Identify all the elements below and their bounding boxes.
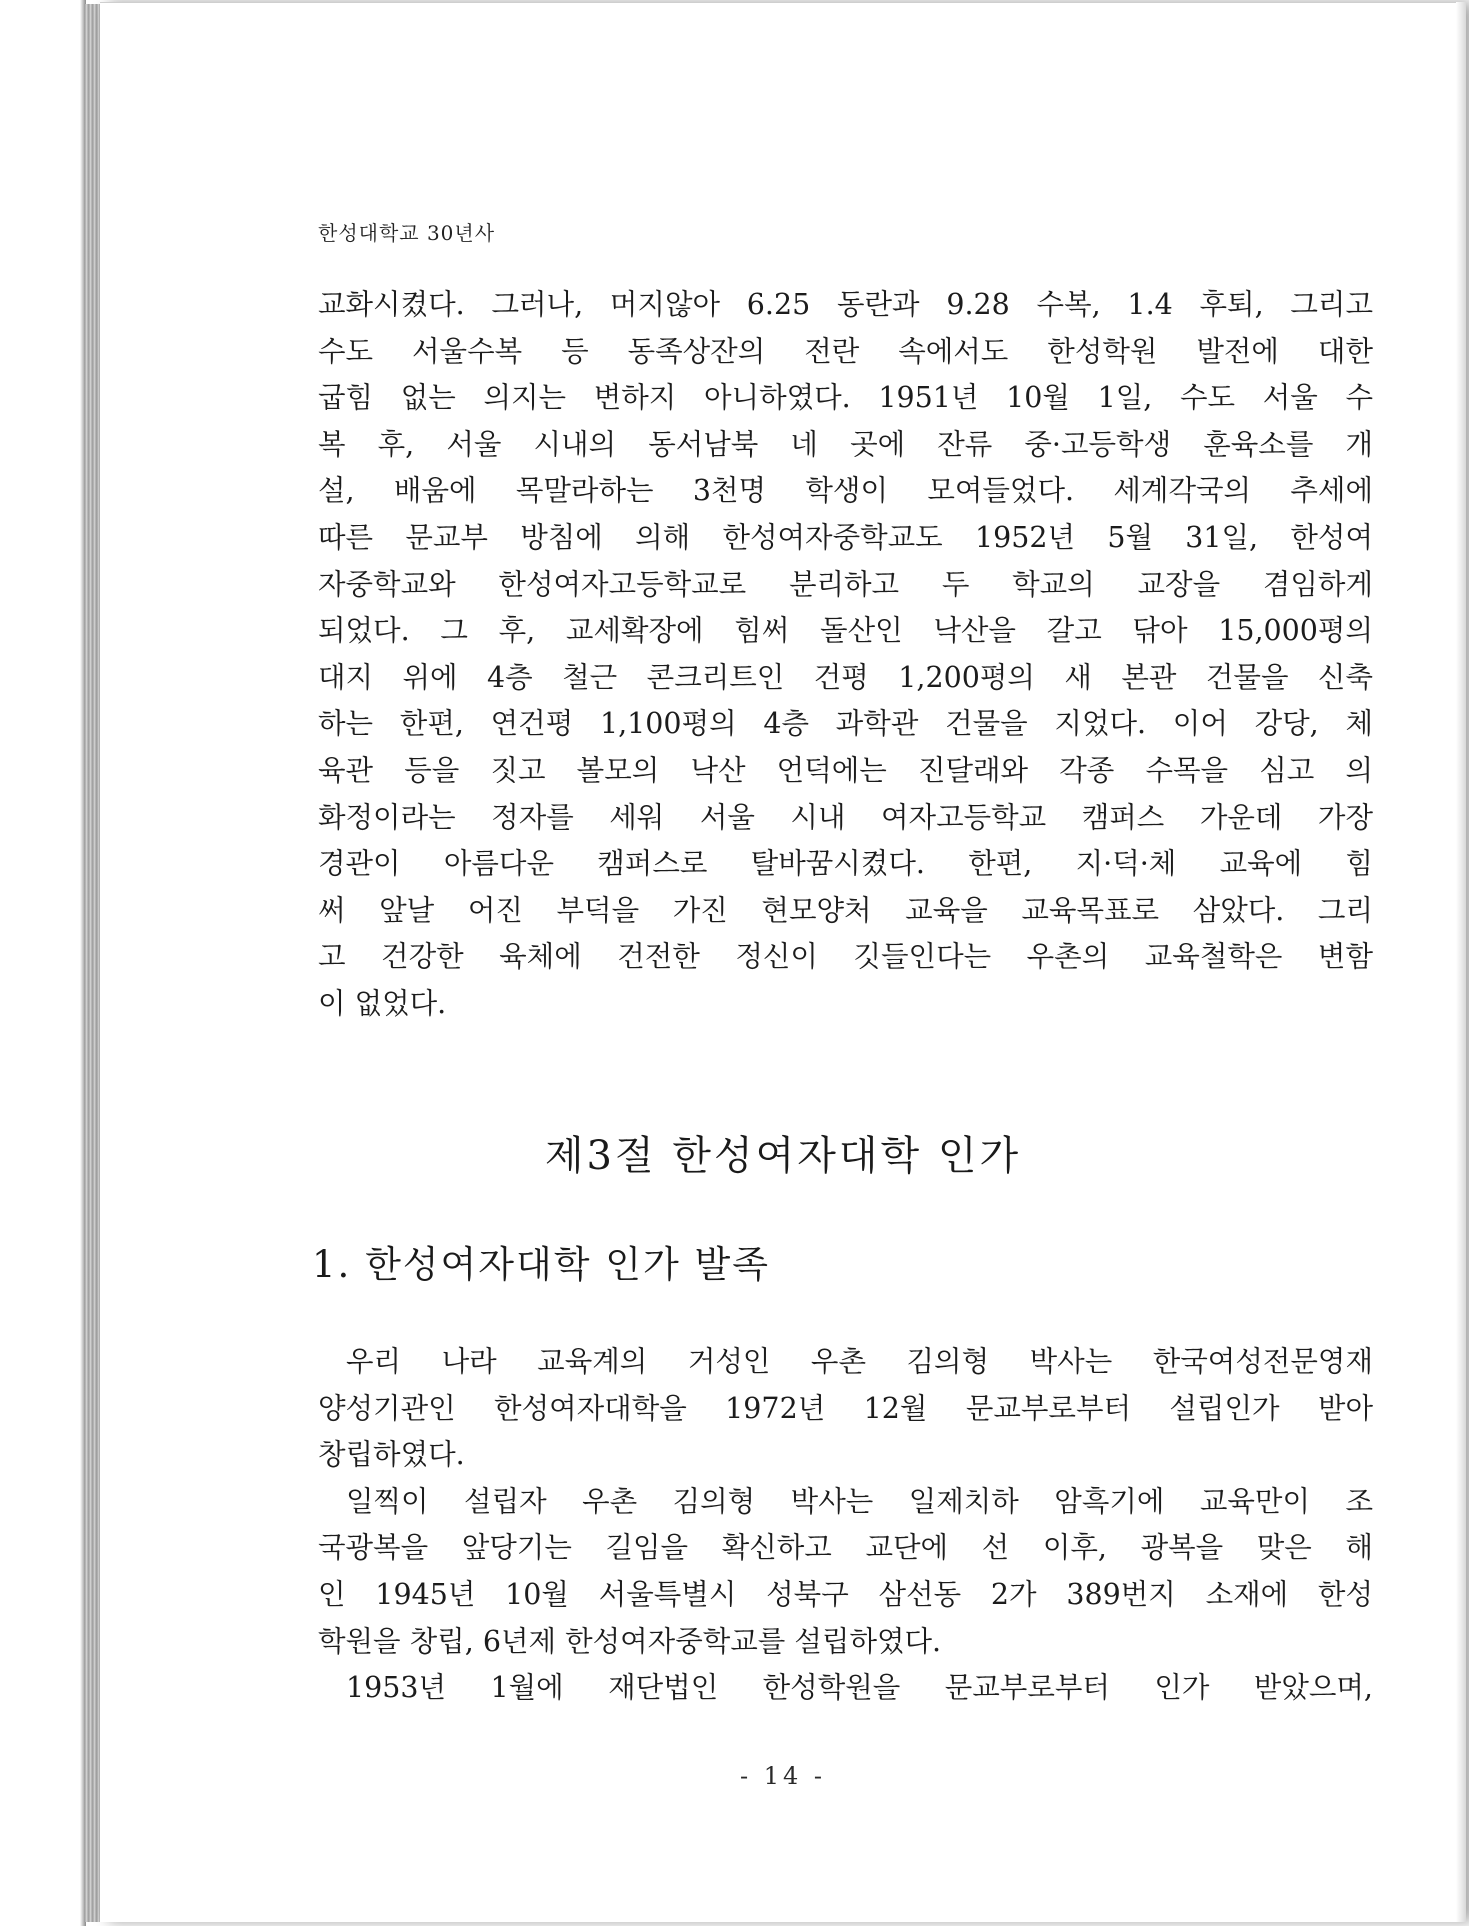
text-line: 창립하였다. [318,1438,465,1472]
text-line: 국광복을 앞당기는 길임을 확신하고 교단에 선 이후, 광복을 맞은 해 [318,1531,1373,1565]
text-line: 굽힘 없는 의지는 변하지 아니하였다. 1951년 10월 1일, 수도 서울 수 [318,381,1373,415]
text-line: 이 없었다. [318,986,447,1020]
text-line: 설, 배움에 목말라하는 3천명 학생이 모여들었다. 세계각국의 추세에 [318,474,1373,508]
text-line: 경관이 아름다운 캠퍼스로 탈바꿈시켰다. 한편, 지·덕·체 교육에 힘 [318,847,1373,881]
sub-heading: 1. 한성여자대학 인가 발족 [312,1243,771,1286]
text-line: 복 후, 서울 시내의 동서남북 네 곳에 잔류 중·고등학생 훈육소를 개 [318,427,1373,461]
text-line: 되었다. 그 후, 교세확장에 힘써 돌산인 낙산을 갈고 닦아 15,000평의 [318,614,1373,648]
document-page [100,2,1466,1922]
text-line: 교화시켰다. 그러나, 머지않아 6.25 동란과 9.28 수복, 1.4 후퇴, 그리고 [318,288,1373,321]
running-head: 한성대학교 30년사 [318,221,496,245]
text-line: 화정이라는 정자를 세워 서울 시내 여자고등학교 캠퍼스 가운데 가장 [318,800,1373,834]
text-line: 대지 위에 4층 철근 콘크리트인 건평 1,200평의 새 본관 건물을 신축 [318,660,1373,694]
text-line: 수도 서울수복 등 동족상잔의 전란 속에서도 한성학원 발전에 대한 [318,334,1373,368]
text-line: 자중학교와 한성여자고등학교로 분리하고 두 학교의 교장을 겸임하게 [318,567,1373,601]
text-line: 학원을 창립, 6년제 한성여자중학교를 설립하였다. [318,1624,942,1658]
section-title: 제3절 한성여자대학 인가 [544,1133,1022,1179]
body-paragraph-2 [318,1339,1373,1712]
page-number: - 14 - [739,1762,826,1790]
text-line: 일찍이 설립자 우촌 김의형 박사는 일제치하 암흑기에 교육만이 조 [346,1484,1373,1518]
text-line: 우리 나라 교육계의 거성인 우촌 김의형 박사는 한국여성전문영재 [346,1345,1373,1378]
text-line: 인 1945년 10월 서울특별시 성북구 삼선동 2가 389번지 소재에 한성 [318,1577,1373,1611]
text-line: 양성기관인 한성여자대학을 1972년 12월 문교부로부터 설립인가 받아 [318,1391,1373,1425]
body-paragraph-1 [318,282,1373,1028]
text-line: 따른 문교부 방침에 의해 한성여자중학교도 1952년 5월 31일, 한성여 [318,520,1373,554]
text-line: 고 건강한 육체에 건전한 정신이 깃들인다는 우촌의 교육철학은 변함 [318,940,1373,974]
text-line: 1953년 1월에 재단법인 한성학원을 문교부로부터 인가 받았으며, [346,1671,1373,1705]
text-line: 하는 한편, 연건평 1,100평의 4층 과학관 건물을 지었다. 이어 강당, 체 [318,707,1373,741]
page-edge [1456,2,1466,1922]
text-line: 육관 등을 짓고 볼모의 낙산 언덕에는 진달래와 각종 수목을 심고 의 [318,753,1373,787]
text-line: 써 앞날 어진 부덕을 가진 현모양처 교육을 교육목표로 삼았다. 그리 [318,893,1373,927]
